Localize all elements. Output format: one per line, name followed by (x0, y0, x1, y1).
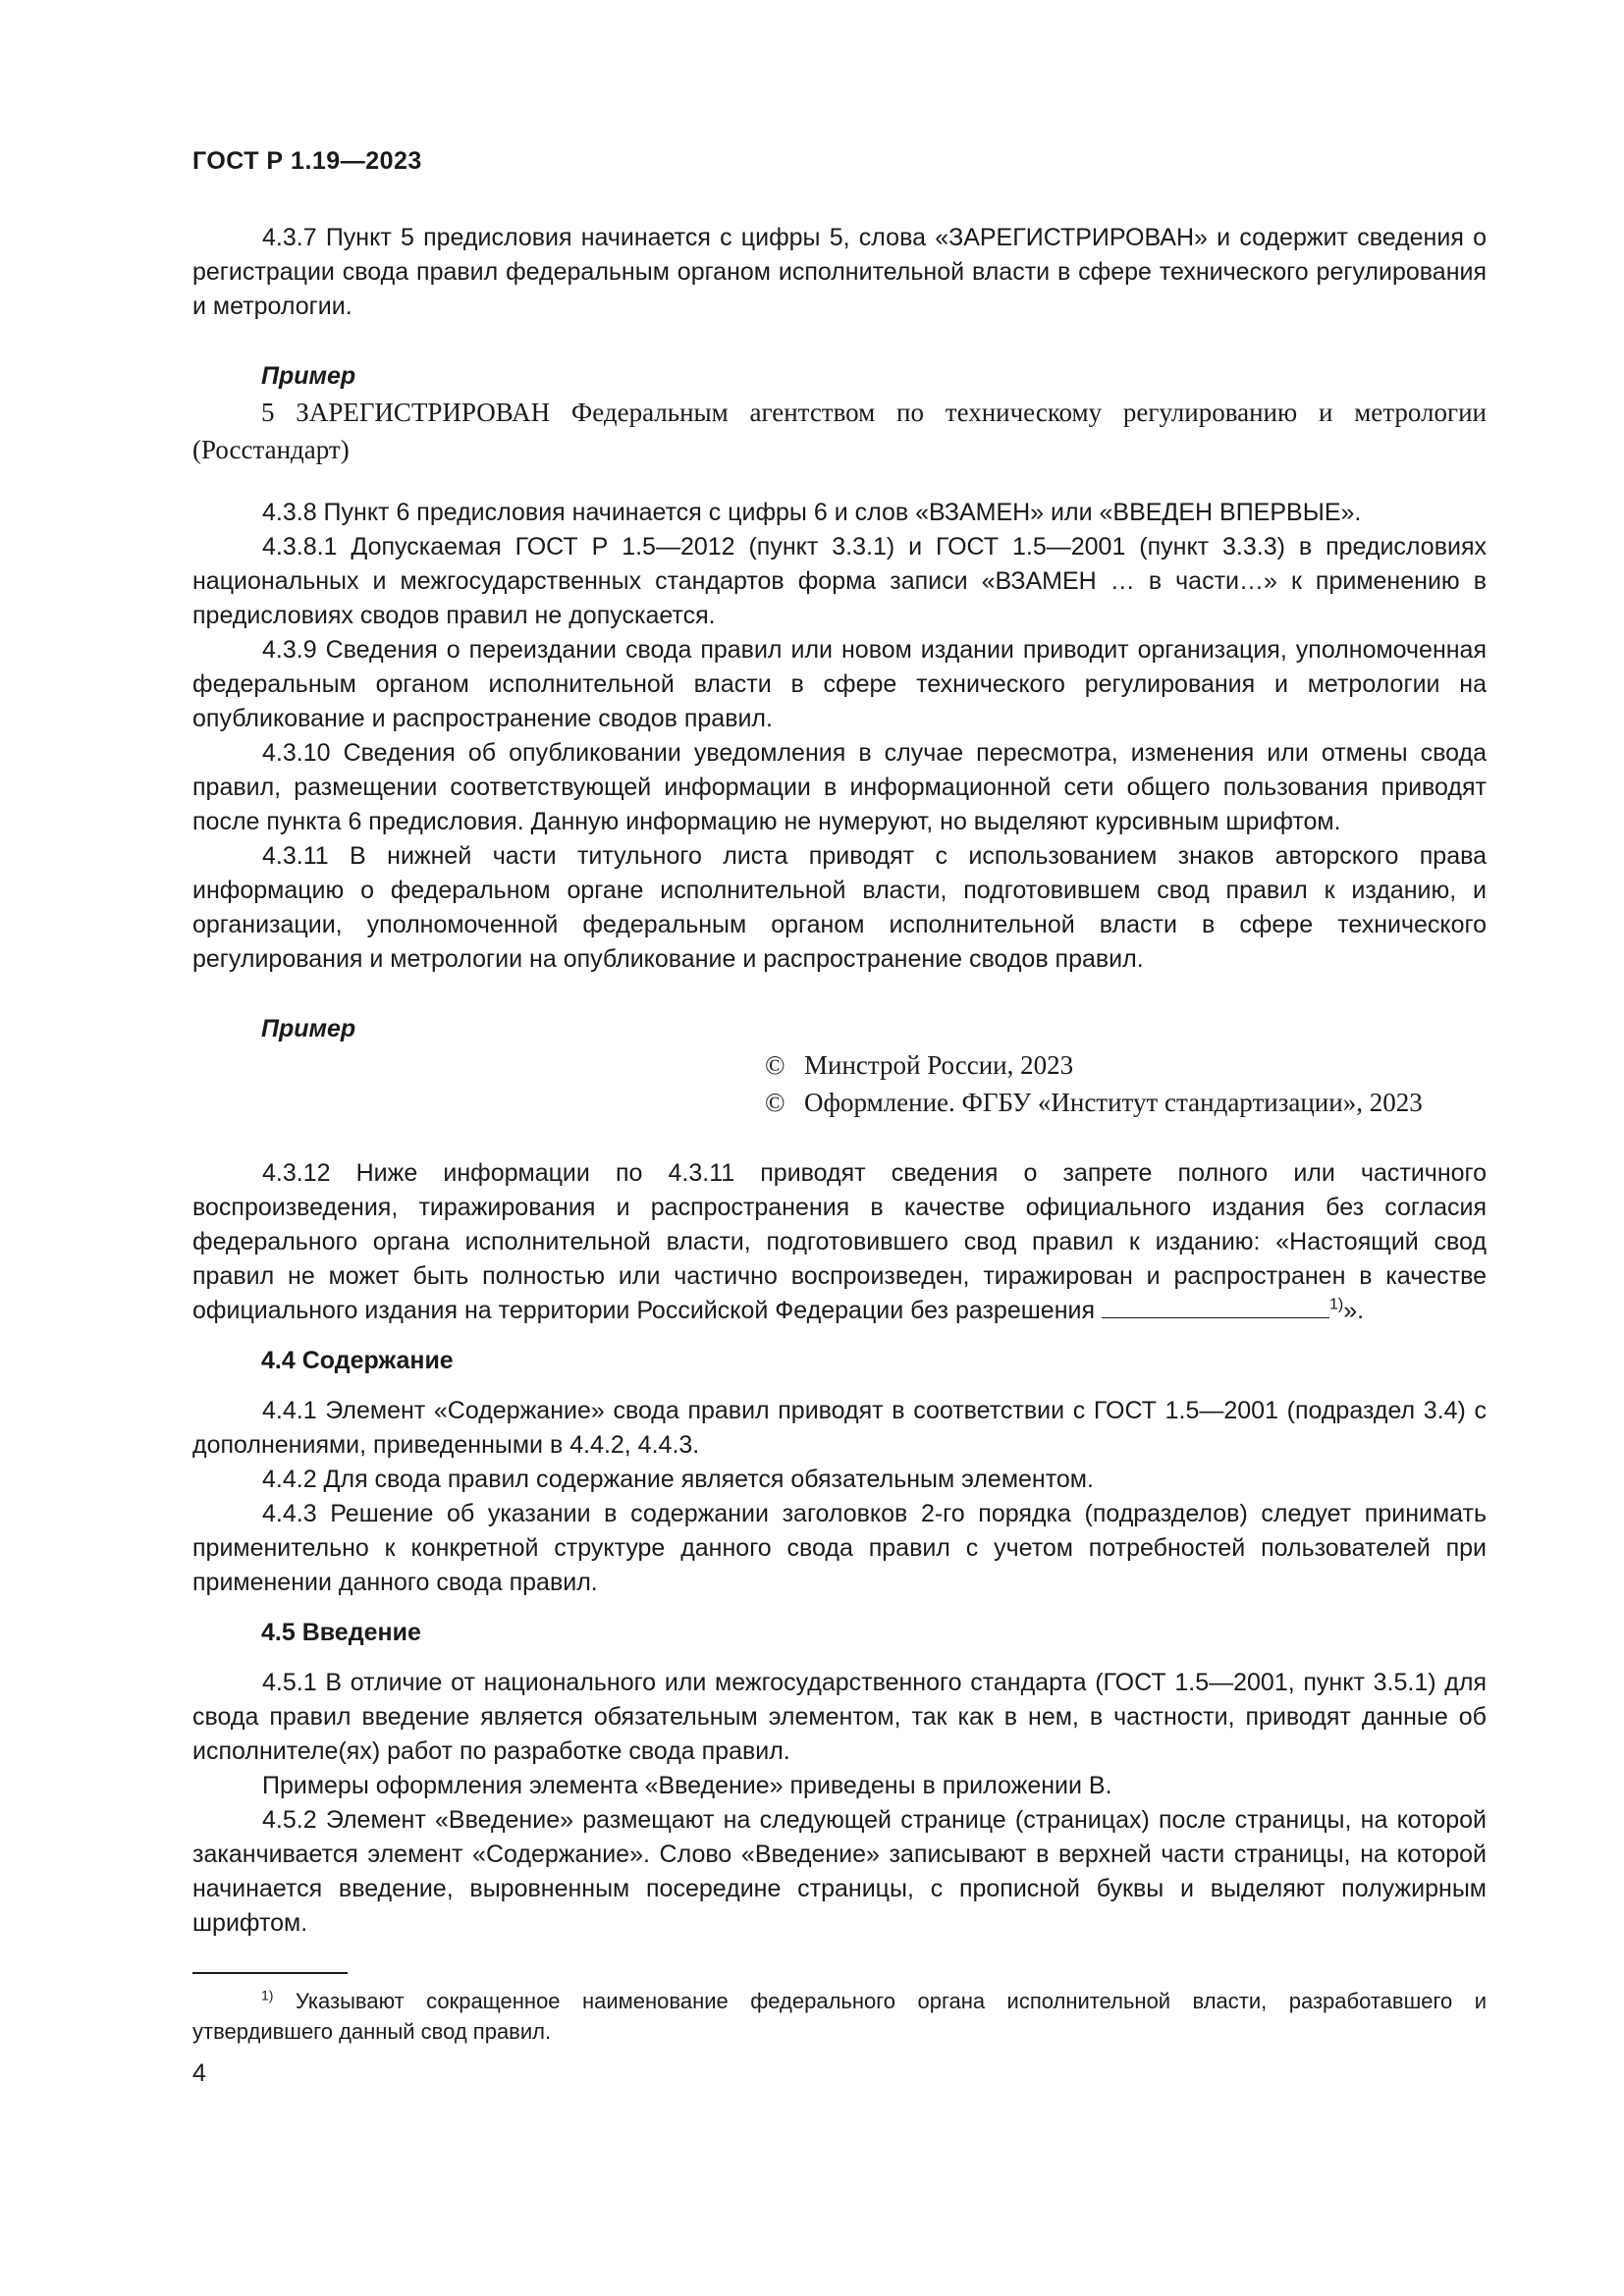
example-text: 5 ЗАРЕГИСТРИРОВАН Федеральным агентством по техническому регулированию и метрологии (Росстандарт) (192, 398, 1487, 464)
paragraph-4-3-8: 4.3.8 Пункт 6 предисловия начинается с цифры 6 и слов «ВЗАМЕН» или «ВВЕДЕН ВПЕРВЫЕ». (262, 499, 1362, 526)
paragraph-4-3-8-1: 4.3.8.1 Допускаемая ГОСТ Р 1.5—2012 (пункт 3.3.1) и ГОСТ 1.5—2001 (пункт 3.3.3) в предисловиях национальных и межгосударственных стандартов форма записи «ВЗАМЕН … в части…» к применению в предисловиях сводов правил не допускается. (192, 533, 1487, 629)
copyright-symbol: © (765, 1088, 785, 1117)
paragraph-4-5-1: 4.5.1 В отличие от национального или межгосударственного стандарта (ГОСТ 1.5—2001, пункт 3.5.1) для свода правил введение является обязательным элементом, так как в нем, в частности, приводят данные об исполнителе(ях) работ по разработке свода правил. (192, 1669, 1487, 1765)
page-number: 4 (192, 2059, 206, 2087)
copyright-block (765, 1046, 1487, 1121)
copyright-text: Минстрой России, 2023 (804, 1050, 1074, 1080)
copyright-symbol: © (765, 1050, 785, 1080)
blank-line (1102, 1294, 1329, 1318)
footnote-text: Указывают сокращенное наименование федерального органа исполнительной власти, разработавшего и утвердившего данный свод правил. (192, 1989, 1487, 2044)
footnote (192, 1986, 1487, 2047)
paragraph-4-3-12 (192, 1156, 1487, 1328)
example-title: Пример (261, 1015, 356, 1042)
copyright-line (765, 1046, 1487, 1084)
paragraph-4-3-12-text: 4.3.12 Ниже информации по 4.3.11 приводят сведения о запрете полного или частичного воспроизведения, тиражирования и распространения в качестве официального издания без согласия федерального органа исполнительной власти, подготовившего свод правил к изданию: «Настоящий свод правил не может быть полностью или частично воспроизведен, тиражирован и распространен в качестве официального издания на территории Российской Федерации без разрешения (192, 1159, 1487, 1324)
footnote-marker: 1) (261, 1987, 274, 2003)
paragraph-4-3-10: 4.3.10 Сведения об опубликовании уведомления в случае пересмотра, изменения или отмены свода правил, размещении соответствующей информации в информационной сети общего пользования приводят после пункта 6 предисловия. Данную информацию не нумеруют, но выделяют курсивным шрифтом. (192, 739, 1487, 835)
document-body (192, 221, 1487, 1941)
copyright-text: Оформление. ФГБУ «Институт стандартизации», 2023 (804, 1088, 1423, 1117)
copyright-line (765, 1084, 1487, 1121)
paragraph-4-4-3: 4.4.3 Решение об указании в содержании заголовков 2-го порядка (подразделов) следует принимать применительно к конкретной структуре данного свода правил с учетом потребностей пользователей при применении данного свода правил. (192, 1500, 1487, 1596)
closing-quote: ». (1343, 1297, 1365, 1324)
paragraph-4-5-1-examples: Примеры оформления элемента «Введение» приведены в приложении В. (262, 1772, 1112, 1799)
document-code-header: ГОСТ Р 1.19—2023 (192, 147, 422, 175)
paragraph-4-3-7: 4.3.7 Пункт 5 предисловия начинается с цифры 5, слова «ЗАРЕГИСТРИРОВАН» и содержит сведения о регистрации свода правил федеральным органом исполнительной власти в сфере технического регулирования и метрологии. (192, 224, 1487, 320)
paragraph-4-3-11: 4.3.11 В нижней части титульного листа приводят с использованием знаков авторского права информацию о федеральном органе исполнительной власти, подготовившем свод правил к изданию, и организации, уполномоченной федеральным органом исполнительной власти в сфере технического регулирования и метрологии на опубликование и распространение сводов правил. (192, 842, 1487, 973)
paragraph-4-3-9: 4.3.9 Сведения о переиздании свода правил или новом издании приводит организация, уполномоченная федеральным органом исполнительной власти в сфере технического регулирования и метрологии на опубликование и распространение сводов правил. (192, 636, 1487, 732)
paragraph-4-4-1: 4.4.1 Элемент «Содержание» свода правил приводят в соответствии с ГОСТ 1.5—2001 (подраздел 3.4) с дополнениями, приведенными в 4.4.2, 4.4.3. (192, 1397, 1487, 1459)
section-heading-4-4: 4.4 Содержание (261, 1347, 454, 1374)
footnote-reference: 1) (1328, 1296, 1344, 1313)
section-heading-4-5: 4.5 Введение (261, 1619, 421, 1646)
footnote-divider (192, 1972, 348, 1974)
paragraph-4-5-2: 4.5.2 Элемент «Введение» размещают на следующей странице (страницах) после страницы, на которой заканчивается элемент «Содержание». Слово «Введение» записывают в верхней части страницы, на которой начинается введение, выровненным посередине страницы, с прописной буквы и выделяют полужирным шрифтом. (192, 1806, 1487, 1937)
paragraph-4-4-2: 4.4.2 Для свода правил содержание является обязательным элементом. (262, 1466, 1094, 1493)
example-title: Пример (261, 362, 356, 390)
